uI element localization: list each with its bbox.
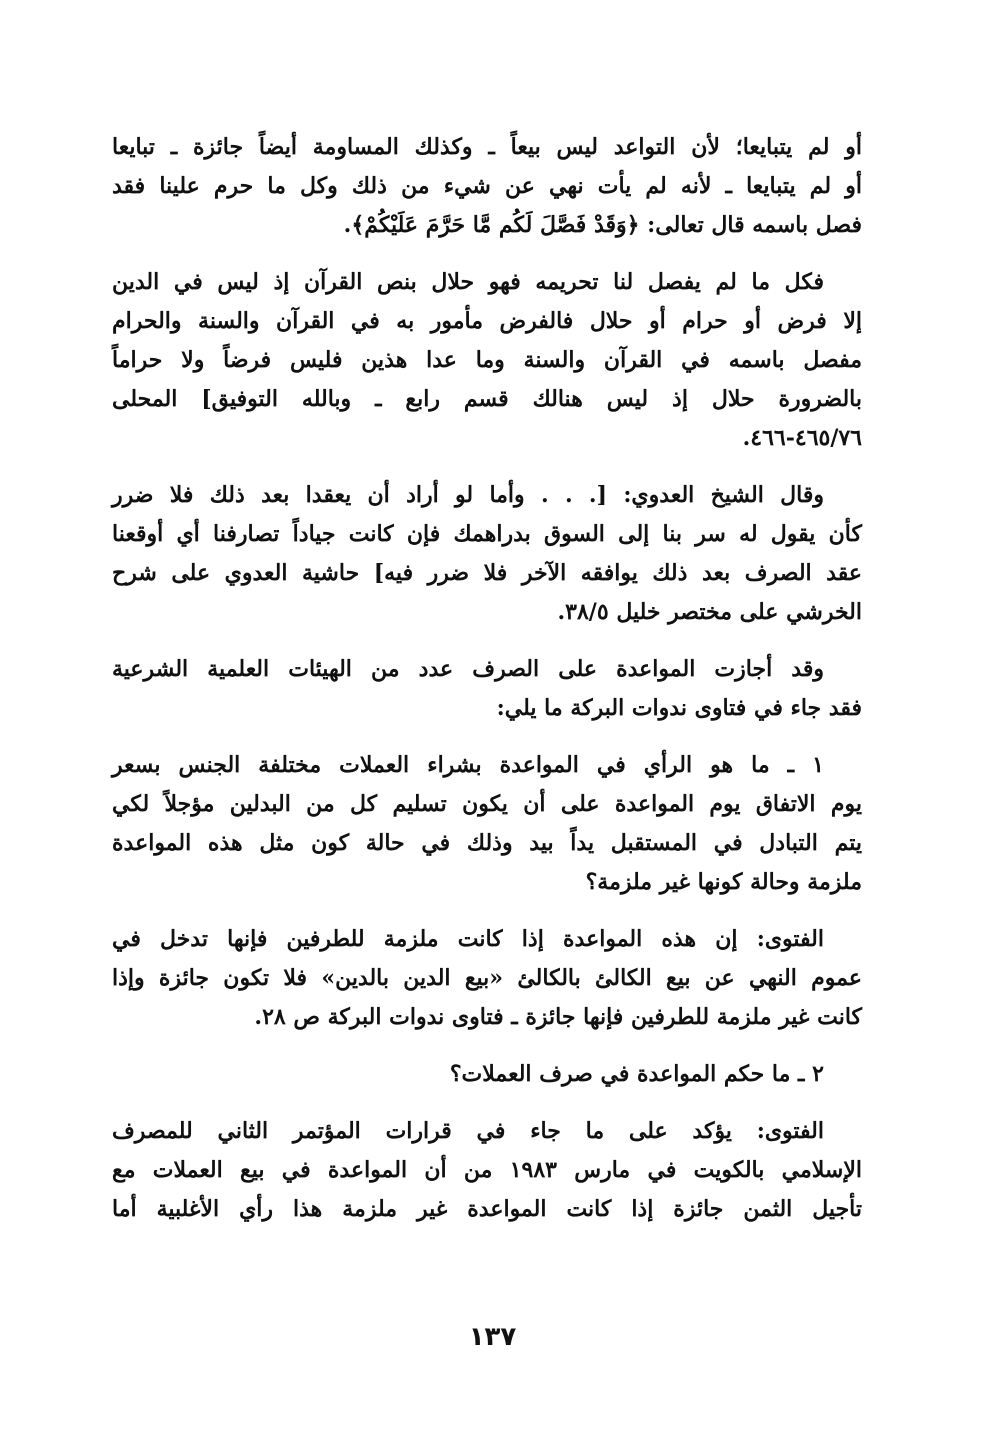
text-line: عقد الصرف بعد ذلك يوافقه الآخر فلا ضرر فيه] حاشية العدوي على شرح bbox=[112, 560, 862, 586]
text-line: مفصل باسمه في القرآن والسنة وما عدا هذين فليس فرضاً ولا حراماً bbox=[112, 347, 862, 373]
text-line: أو لم يتبايعا ـ لأنه لم يأت نهي عن شيء من ذلك وكل ما حرم علينا فقد bbox=[112, 173, 862, 199]
text-line: تأجيل الثمن جائزة إذا كانت المواعدة غير ملزمة هذا رأي الأغلبية أما bbox=[112, 1196, 862, 1222]
text-line: كأن يقول له سر بنا إلى السوق بدراهمك فإن كانت جياداً تصارفنا أي أوقعنا bbox=[112, 521, 862, 547]
text-line: فقد جاء في فتاوى ندوات البركة ما يلي: bbox=[496, 695, 862, 721]
text-line: وقد أجازت المواعدة على الصرف عدد من الهيئات العلمية الشرعية bbox=[112, 656, 824, 682]
paragraph-2 bbox=[112, 263, 862, 458]
text-line: فكل ما لم يفصل لنا تحريمه فهو حلال بنص القرآن إذ ليس في الدين bbox=[112, 269, 824, 295]
text-line: يتم التبادل في المستقبل يداً بيد وذلك في حالة كون مثل هذه المواعدة bbox=[112, 830, 862, 856]
text-line: كانت غير ملزمة للطرفين فإنها جائزة ـ فتاوى ندوات البركة ص ٢٨. bbox=[254, 1004, 862, 1030]
text-line: بالضرورة حلال إذ ليس هنالك قسم رابع ـ وبالله التوفيق] المحلى bbox=[112, 386, 862, 412]
text-line: إلا فرض أو حرام أو حلال فالفرض مأمور به في القرآن والسنة والحرام bbox=[112, 308, 862, 334]
question-2 bbox=[112, 1055, 862, 1094]
page-number: ١٣٧ bbox=[468, 1322, 517, 1352]
paragraph-4 bbox=[112, 650, 862, 728]
text-line: أو لم يتبايعا؛ لأن التواعد ليس بيعاً ـ وكذلك المساومة أيضاً جائزة ـ تبايعا bbox=[112, 134, 862, 160]
text-line: عموم النهي عن بيع الكالئ بالكالئ «بيع الدين بالدين» فلا تكون جائزة وإذا bbox=[112, 965, 862, 991]
text-line: الفتوى: يؤكد على ما جاء في قرارات المؤتمر الثاني للمصرف bbox=[112, 1118, 824, 1144]
text-line: يوم الاتفاق يوم المواعدة على أن يكون تسليم كل من البدلين مؤجلاً لكي bbox=[112, 791, 862, 817]
paragraph-3 bbox=[112, 476, 862, 632]
text-line-citation: ٤٦٥/٧٦-٤٦٦. bbox=[742, 425, 862, 451]
text-line-quran-verse: فصل باسمه قال تعالى: ﴿وَقَدْ فَصَّلَ لَكُم مَّا حَرَّمَ عَلَيْكُمْ﴾. bbox=[343, 212, 862, 238]
text-line-citation: الخرشي على مختصر خليل ٣٨/٥. bbox=[557, 599, 862, 625]
text-line: ١ ـ ما هو الرأي في المواعدة بشراء العملات مختلفة الجنس بسعر bbox=[112, 752, 824, 778]
text-line: ملزمة وحالة كونها غير ملزمة؟ bbox=[585, 869, 862, 895]
text-line: وقال الشيخ العدوي: [. . . وأما لو أراد أن يعقدا بعد ذلك فلا ضرر bbox=[112, 482, 824, 508]
text-line: الإسلامي بالكويت في مارس ١٩٨٣ من أن المواعدة في بيع العملات مع bbox=[112, 1157, 862, 1183]
fatwa-1 bbox=[112, 920, 862, 1037]
fatwa-2 bbox=[112, 1112, 862, 1229]
paragraph-1 bbox=[112, 128, 862, 245]
text-line: ٢ ـ ما حكم المواعدة في صرف العملات؟ bbox=[449, 1061, 824, 1087]
text-line: الفتوى: إن هذه المواعدة إذا كانت ملزمة للطرفين فإنها تدخل في bbox=[112, 926, 824, 952]
page-body bbox=[112, 128, 862, 1247]
question-1 bbox=[112, 746, 862, 902]
